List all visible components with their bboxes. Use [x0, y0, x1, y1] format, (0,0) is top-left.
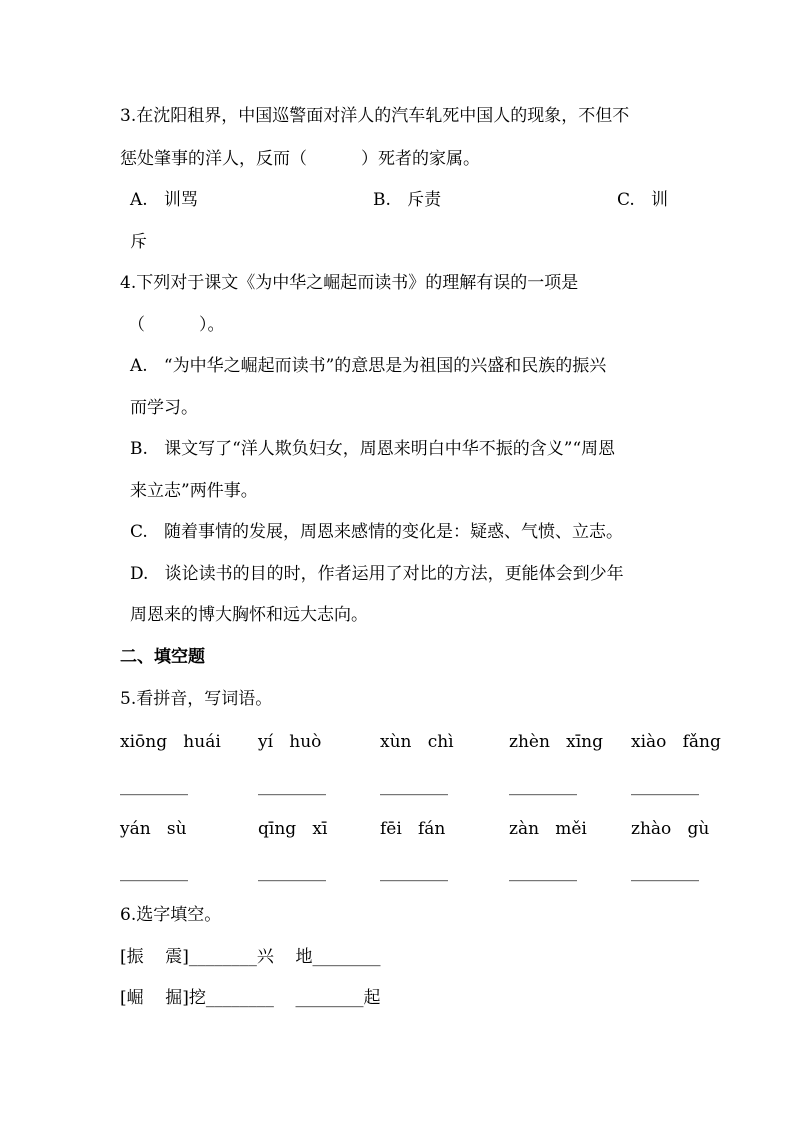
- answer-blank[interactable]: ________: [258, 862, 326, 882]
- pinyin-2: yí huò: [258, 732, 322, 752]
- pinyin-6: yán sù: [120, 819, 187, 839]
- q4-option-d-line1: D. 谈论读书的目的时，作者运用了对比的方法，更能体会到少年: [130, 564, 624, 584]
- q3-option-c-cont: 斥: [130, 232, 147, 252]
- q3-line2: 惩处肇事的洋人，反而（ ）死者的家属。: [120, 149, 481, 169]
- q6-title: 6.选字填空。: [120, 905, 222, 925]
- q4-option-a-line1: A. “为中华之崛起而读书”的意思是为祖国的兴盛和民族的振兴: [130, 356, 607, 376]
- q4-option-b-line2: 来立志”两件事。: [130, 481, 258, 501]
- q6-line2: [崛 掘]挖________ ________起: [120, 988, 381, 1008]
- pinyin-8: fēi fán: [380, 819, 446, 839]
- answer-blank[interactable]: ________: [631, 776, 699, 796]
- q4-option-d-line2: 周恩来的博大胸怀和远大志向。: [130, 605, 368, 625]
- q3-line1: 3.在沈阳租界，中国巡警面对洋人的汽车轧死中国人的现象，不但不: [120, 106, 630, 126]
- q4-option-a-line2: 而学习。: [130, 398, 198, 418]
- q4-option-b-line1: B. 课文写了“洋人欺负妇女，周恩来明白中华不振的含义”“周恩: [130, 439, 616, 459]
- pinyin-4: zhèn xīng: [509, 732, 603, 752]
- answer-blank[interactable]: ________: [380, 862, 448, 882]
- q3-option-a: A. 训骂: [130, 190, 198, 210]
- q4-line2: （ ）。: [128, 315, 225, 335]
- pinyin-3: xùn chì: [380, 732, 454, 752]
- section-title: 二、填空题: [120, 647, 205, 667]
- answer-blank[interactable]: ________: [509, 776, 577, 796]
- q3-option-b: B. 斥责: [373, 190, 442, 210]
- answer-blank[interactable]: ________: [258, 776, 326, 796]
- q5-title: 5.看拼音，写词语。: [120, 689, 273, 709]
- q6-line1: [振 震]________兴 地________: [120, 947, 381, 967]
- answer-blank[interactable]: ________: [380, 776, 448, 796]
- q4-option-c: C. 随着事情的发展，周恩来感情的变化是：疑惑、气愤、立志。: [130, 522, 624, 542]
- answer-blank[interactable]: ________: [509, 862, 577, 882]
- pinyin-9: zàn měi: [509, 819, 587, 839]
- q4-line1: 4.下列对于课文《为中华之崛起而读书》的理解有误的一项是: [120, 273, 579, 293]
- answer-blank[interactable]: ________: [120, 776, 188, 796]
- pinyin-10: zhào gù: [631, 819, 710, 839]
- answer-blank[interactable]: ________: [631, 862, 699, 882]
- answer-blank[interactable]: ________: [120, 862, 188, 882]
- pinyin-1: xiōng huái: [120, 732, 221, 752]
- pinyin-5: xiào fǎng: [631, 732, 721, 752]
- pinyin-7: qīng xī: [258, 819, 328, 839]
- q3-option-c: C. 训: [617, 190, 669, 210]
